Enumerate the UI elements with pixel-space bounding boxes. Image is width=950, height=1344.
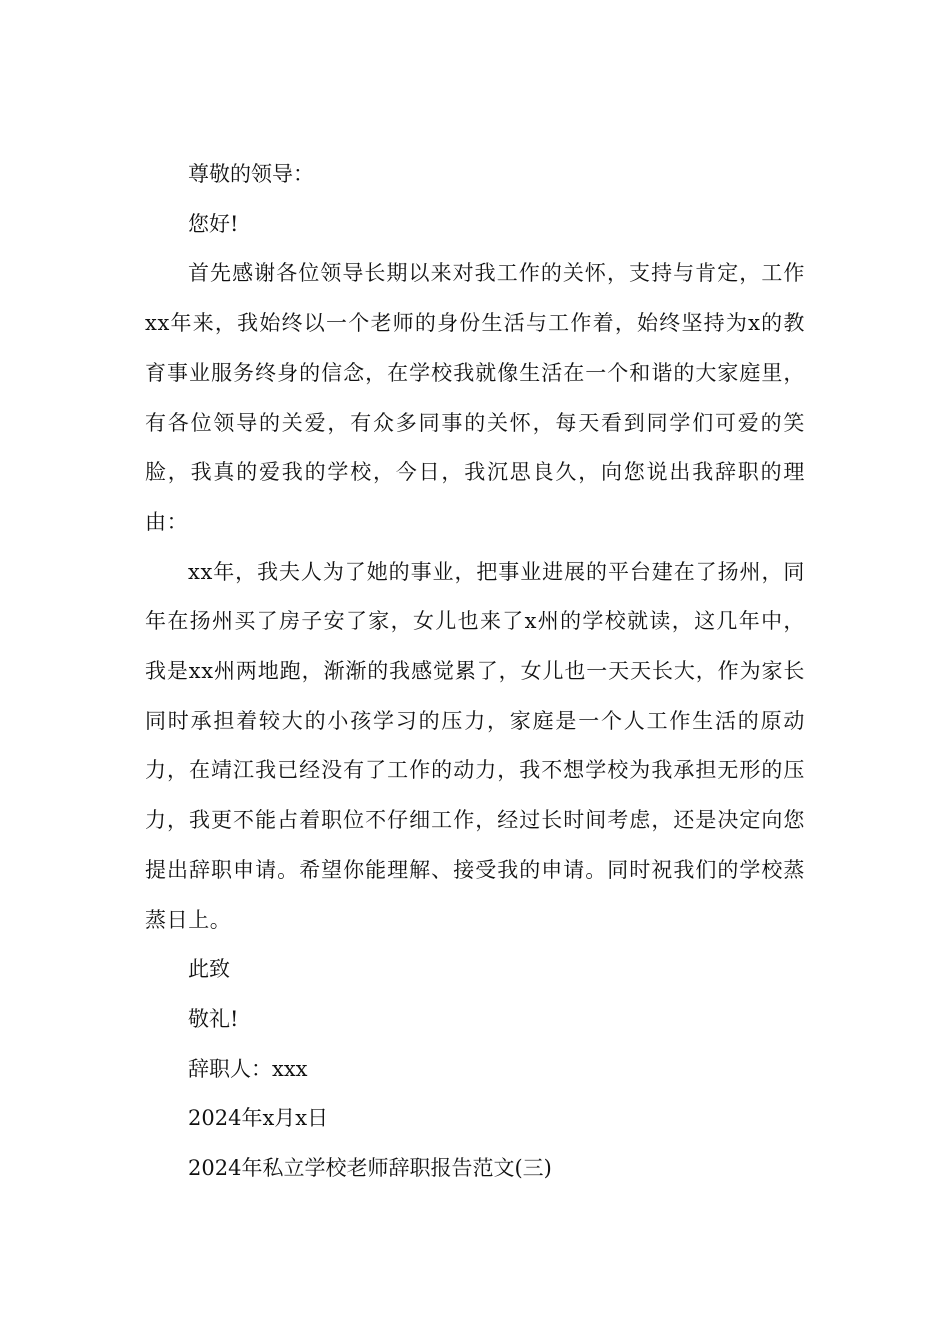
next-section-title: 2024年私立学校老师辞职报告范文(三) bbox=[188, 1156, 552, 1181]
date: 2024年x月x日 bbox=[188, 1106, 329, 1131]
closing-regards: 此致 bbox=[188, 957, 230, 982]
letter-body bbox=[145, 150, 805, 1194]
signer: 辞职人：xxx bbox=[188, 1056, 308, 1081]
salutation: 尊敬的领导： bbox=[188, 162, 314, 186]
paragraph-reason: xx年，我夫人为了她的事业，把事业进展的平台建在了扬州，同年在扬州买了房子安了家，女儿也来了x州的学校就读，这几年中，我是xx州两地跑，渐渐的我感觉累了，女儿也一天天长大，作为家长同时承担着较大的小孩学习的压力，家庭是一个人工作生活的原动力，在靖江我已经没有了工作的动力，我不想学校为我承担无形的压力，我更不能占着职位不仔细工作，经过长时间考虑，还是决定向您提出辞职申请。希望你能理解、接受我的申请。同时祝我们的学校蒸蒸日上。 bbox=[145, 559, 805, 932]
paragraph-gratitude: 首先感谢各位领导长期以来对我工作的关怀，支持与肯定，工作xx年来，我始终以一个老师的身份生活与工作着，始终坚持为x的教育事业服务终身的信念，在学校我就像生活在一个和谐的大家庭里，有各位领导的关爱，有众多同事的关怀，每天看到同学们可爱的笑脸，我真的爱我的学校，今日，我沉思良久，向您说出我辞职的理由： bbox=[145, 261, 805, 534]
closing-salute: 敬礼! bbox=[188, 1006, 239, 1031]
greeting: 您好! bbox=[188, 211, 239, 236]
